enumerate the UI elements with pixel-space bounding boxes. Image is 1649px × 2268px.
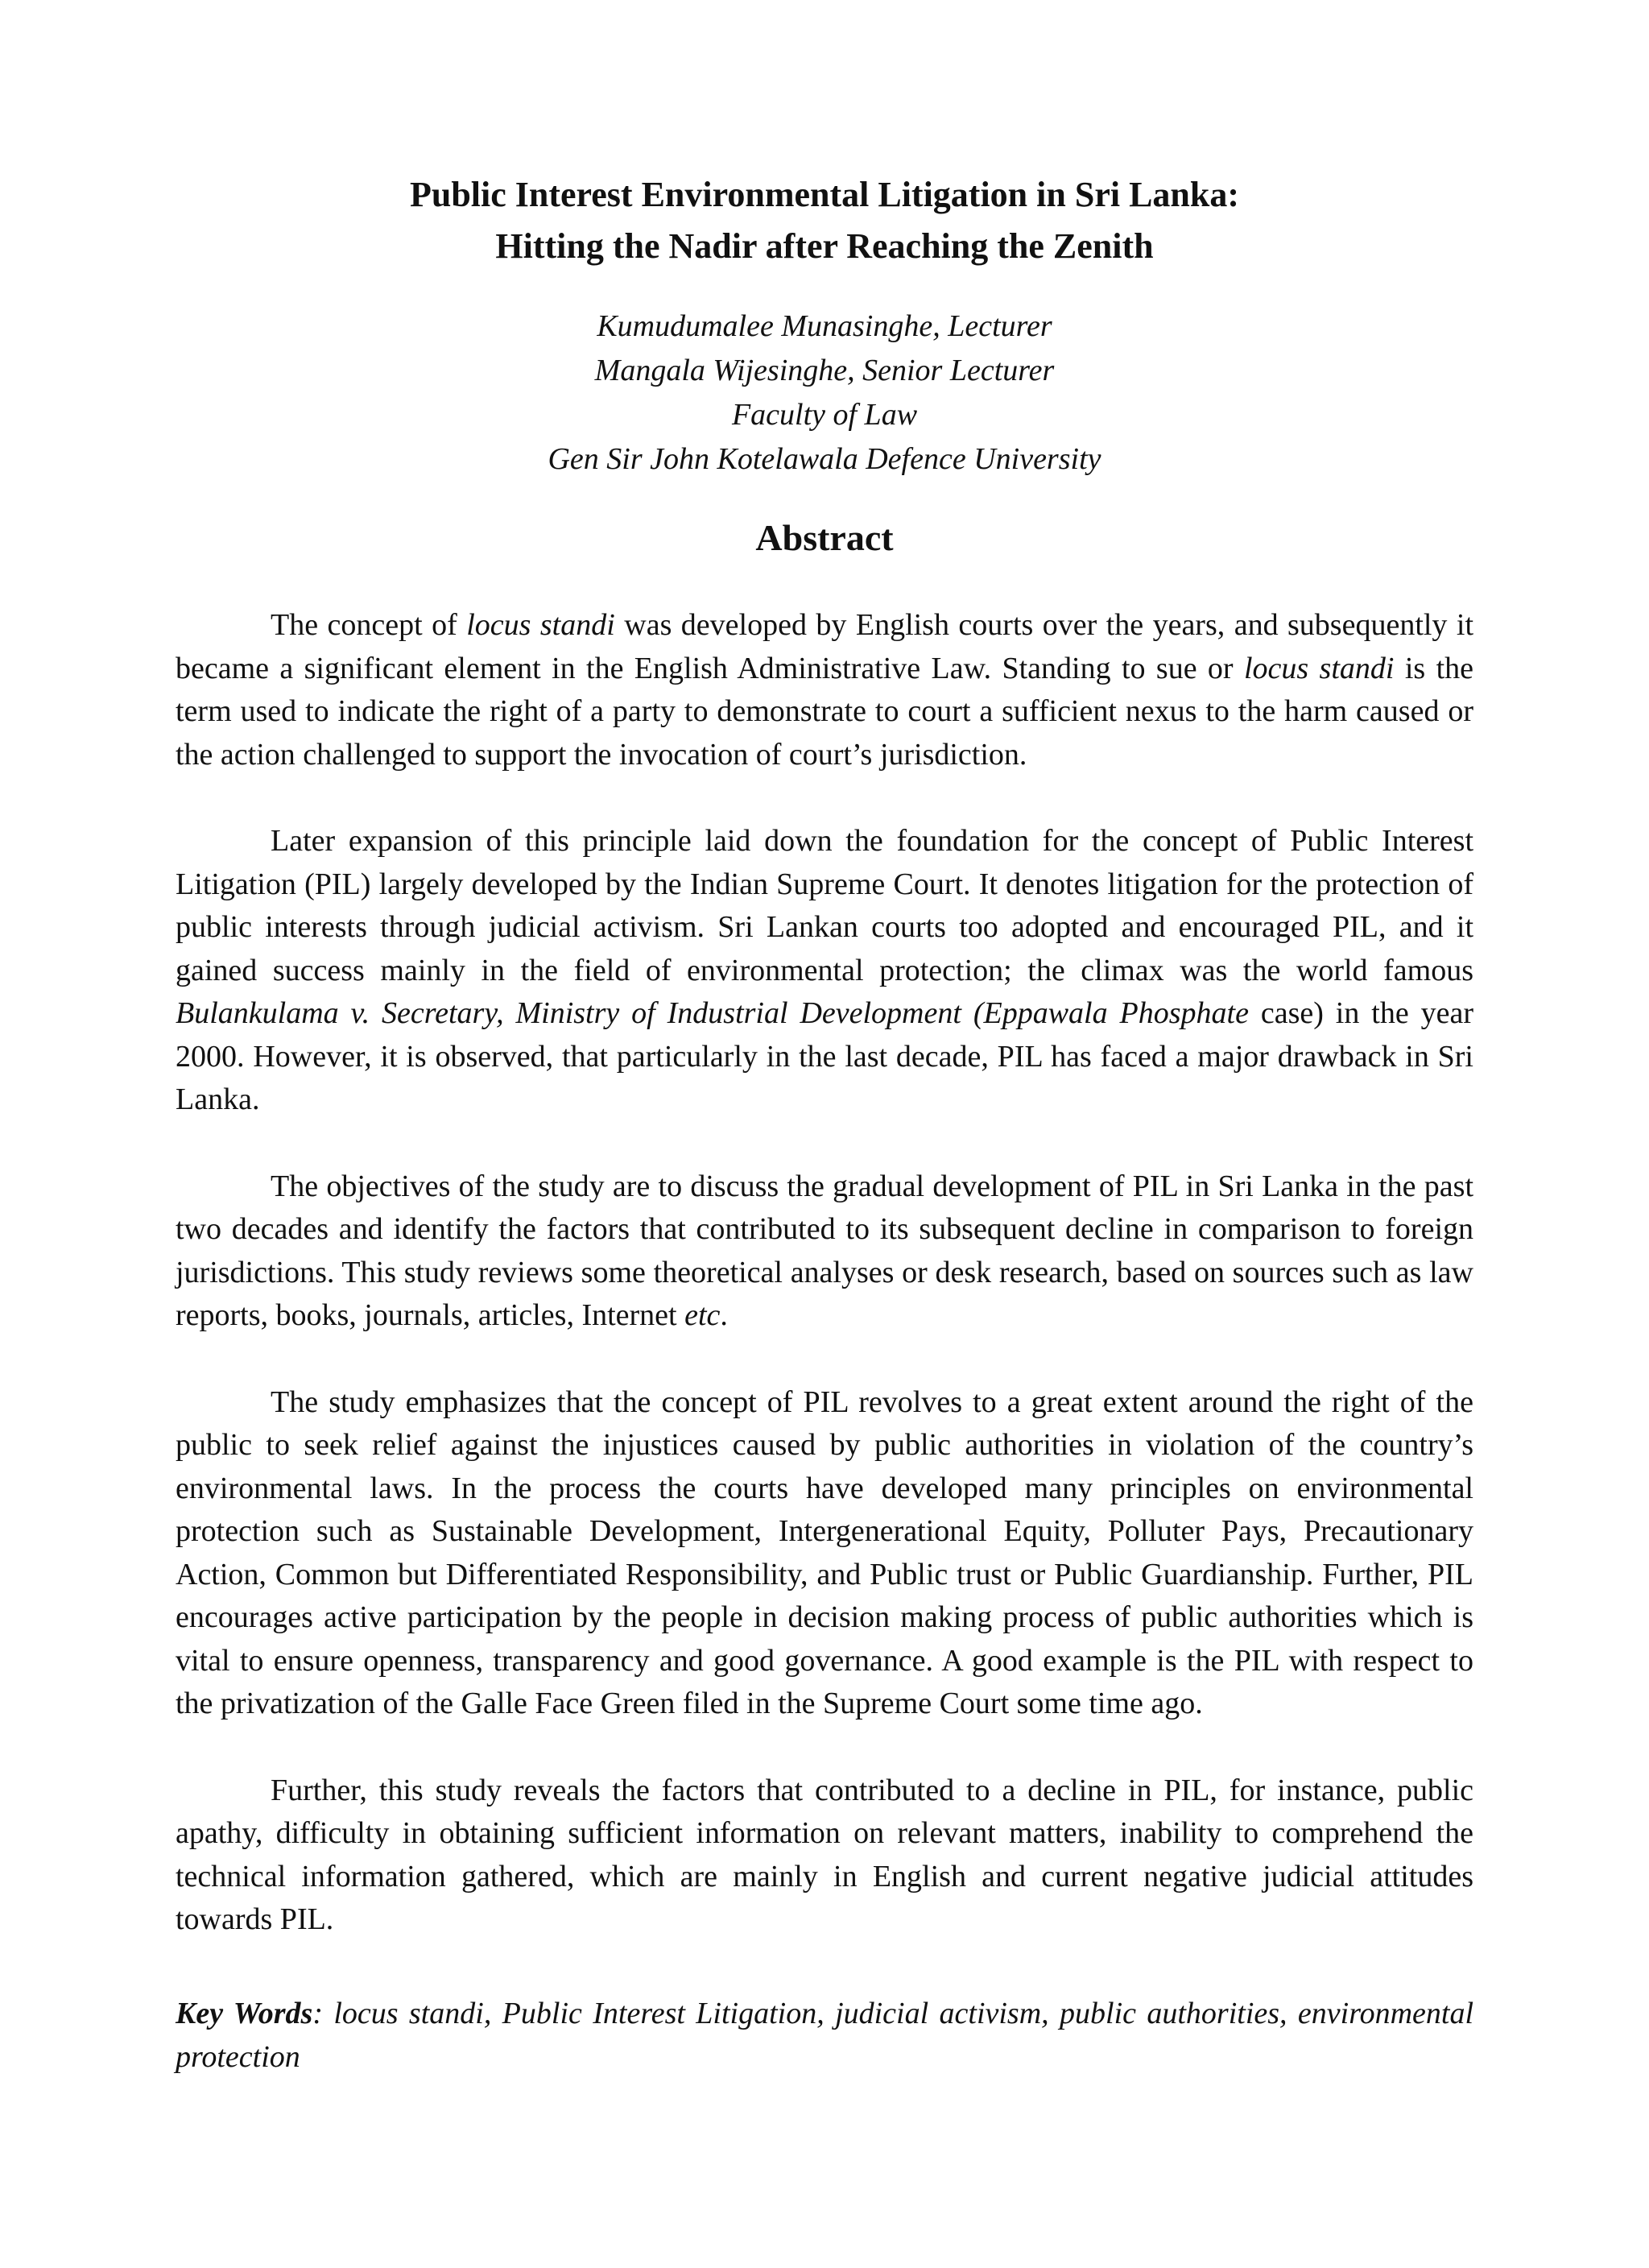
p2-case-name: Bulankulama v. Secretary, Ministry of Industrial Development (Eppawala Phosphate <box>176 996 1249 1030</box>
abstract-paragraph-4: The study emphasizes that the concept of PIL revolves to a great extent around the right of the public to seek relief against the injustices caused by public authorities in violation of the country’s environmental laws. In the process the courts have developed many principles on environmental protection such as Sustainable Development, Intergenerational Equity, Polluter Pays, Precautionary Action, Common but Differentiated Responsibility, and Public trust or Public Guardianship. Further, PIL encourages active participation by the people in decision making process of public authorities which is vital to ensure openness, transparency and good governance. A good example is the PIL with respect to the privatization of the Galle Face Green filed in the Supreme Court some time ago. <box>176 1384 1473 1720</box>
author-line-1: Kumudumalee Munasinghe, Lecturer <box>597 309 1052 343</box>
abstract-paragraph-2 <box>176 820 1473 1122</box>
p1-text-e: is the term used to indicate the right of a party to demonstrate to court a sufficient nexus to the harm caused or the action challenged to support the invocation of court’s jurisdiction. <box>176 651 1473 772</box>
keywords <box>176 1993 1473 2079</box>
p2-text-a: Later expansion of this principle laid down the foundation for the concept of Public Interest Litigation (PIL) largely developed by the Indian Supreme Court. It denotes litigation for the protection of public interests through judicial activism. Sri Lankan courts too adopted and encouraged PIL, and it gained success mainly in the field of environmental protection; the climax was the world famous <box>176 824 1473 987</box>
p3-italic-etc: etc <box>684 1298 721 1332</box>
p1-text-c: was developed by English courts over the years, and subsequently it became a significant element in the English Administrative Law. Standing to sue or <box>176 608 1473 685</box>
affiliation-faculty: Faculty of Law <box>731 398 918 432</box>
p1-italic-term-2: locus standi <box>1243 651 1395 685</box>
abstract-heading: Abstract <box>755 517 894 558</box>
affiliation-university: Gen Sir John Kotelawala Defence University <box>548 442 1101 476</box>
p1-text-a: The concept of <box>271 608 467 642</box>
title-line-2: Hitting the Nadir after Reaching the Zenith <box>495 226 1154 266</box>
abstract-paragraph-5: Further, this study reveals the factors that contributed to a decline in PIL, for instance, public apathy, difficulty in obtaining sufficient information on relevant matters, inability to comprehend the technical information gathered, which are mainly in English and current negative judicial attitudes towards PIL. <box>176 1773 1473 1936</box>
p1-italic-term-1: locus standi <box>466 608 615 642</box>
p3-text-c: . <box>720 1298 728 1332</box>
author-block <box>176 304 1473 482</box>
author-line-2: Mangala Wijesinghe, Senior Lecturer <box>594 354 1055 387</box>
abstract-paragraph-3 <box>176 1165 1473 1338</box>
p3-text-a: The objectives of the study are to discuss the gradual development of PIL in Sri Lanka in the past two decades and identify the factors that contributed to its subsequent decline in comparison to foreign jurisdictions. This study reviews some theoretical analyses or desk research, based on sources such as law reports, books, journals, articles, Internet <box>176 1169 1473 1332</box>
p2-text-c: case) in the year 2000. However, it is observed, that particularly in the last decade, PIL has faced a major drawback in Sri Lanka. <box>176 996 1473 1116</box>
paper-title <box>176 169 1473 272</box>
abstract-body <box>176 604 1473 1985</box>
keywords-list: : locus standi, Public Interest Litigation, judicial activism, public authorities, environmental protection <box>176 1997 1474 2074</box>
title-line-1: Public Interest Environmental Litigation in Sri Lanka: <box>409 175 1240 214</box>
abstract-paragraph-1 <box>176 604 1473 776</box>
keywords-label: Key Words <box>176 1997 313 2030</box>
